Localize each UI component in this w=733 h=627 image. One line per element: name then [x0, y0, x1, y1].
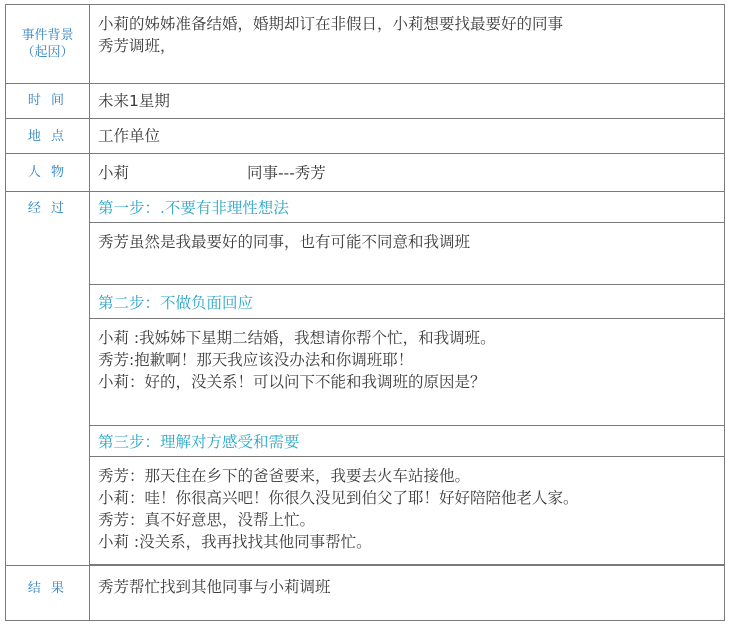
label-time: 时 间	[6, 83, 90, 118]
row-result	[6, 566, 725, 621]
row-step2-body	[6, 319, 725, 426]
step2-line-3: 小莉：好的，没关系！可以问下不能和我调班的原因是？	[98, 373, 486, 392]
step2-body	[90, 319, 725, 426]
time-text: 未来1星期	[90, 83, 725, 118]
row-place	[6, 118, 725, 153]
place-text: 工作单位	[90, 118, 725, 153]
row-people	[6, 154, 725, 192]
step2-title: 第二步：不做负面回应	[90, 285, 725, 319]
person-xiaoli: 小莉	[98, 163, 130, 182]
background-text-line1: 小莉的姊姊准备结婚，婚期却订在非假日，小莉想要找最要好的同事	[98, 15, 564, 33]
step1-line: 秀芳虽然是我最要好的同事，也有可能不同意和我调班	[98, 232, 471, 251]
step1-title: 第一步：.不要有非理性想法	[90, 192, 725, 222]
step3-line-4: 小莉 :没关系，我再找找其他同事帮忙。	[98, 532, 372, 551]
row-step1-title	[6, 192, 725, 222]
background-text-line2: 秀芳调班，	[98, 37, 176, 55]
row-step3-body	[6, 456, 725, 565]
label-people: 人 物	[6, 154, 90, 192]
people-text	[90, 154, 725, 192]
step2-line-2: 秀芳:抱歉啊！那天我应该没办法和你调班耶！	[98, 351, 414, 370]
row-time	[6, 83, 725, 118]
row-step3-title	[6, 426, 725, 456]
label-result: 结 果	[6, 566, 90, 621]
background-text	[90, 5, 725, 84]
result-text: 秀芳帮忙找到其他同事与小莉调班	[90, 566, 725, 621]
step3-body	[90, 456, 725, 565]
person-xiufang: 同事---秀芳	[247, 163, 326, 182]
label-background-line1: 事件背景	[21, 27, 74, 43]
row-background	[6, 5, 725, 84]
label-process: 经 过	[6, 192, 90, 566]
row-step1-body	[6, 222, 725, 285]
step1-body	[90, 222, 725, 285]
label-place: 地 点	[6, 118, 90, 153]
step3-line-3: 秀芳：真不好意思，没帮上忙。	[98, 510, 316, 529]
row-step2-title	[6, 285, 725, 319]
event-table	[5, 4, 725, 621]
step2-line-1: 小莉 :我姊姊下星期二结婚，我想请你帮个忙，和我调班。	[98, 329, 496, 348]
step3-line-1: 秀芳：那天住在乡下的爸爸要来，我要去火车站接他。	[98, 466, 471, 485]
step3-title: 第三步：理解对方感受和需要	[90, 426, 725, 456]
label-background	[6, 5, 90, 84]
step3-line-2: 小莉：哇！你很高兴吧！你很久没见到伯父了耶！好好陪陪他老人家。	[98, 488, 579, 507]
label-background-line2: （起因）	[21, 44, 74, 60]
